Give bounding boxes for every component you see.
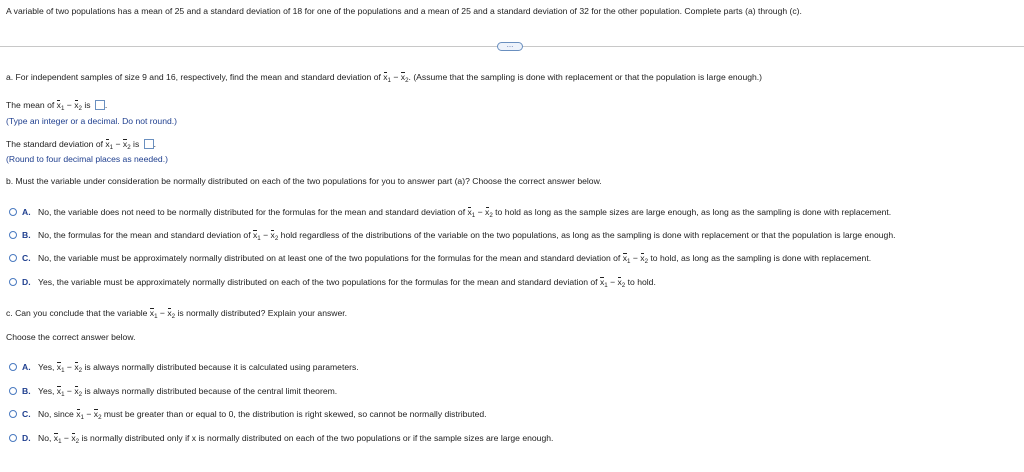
option-letter: B.	[22, 230, 31, 240]
radio-button[interactable]	[9, 363, 17, 371]
xbar-difference: $x_1 - x_2$	[383, 72, 409, 84]
xbar-difference: $x_1 - x_2$	[467, 207, 493, 219]
sd-answer-line	[6, 139, 156, 149]
part-a-suffix: . (Assume that the sampling is done with replacement or that the population is large enough.)	[408, 72, 763, 82]
option-letter: C.	[22, 253, 31, 263]
option-text-post: to hold as long as the sample sizes are large enough, as long as the sampling is done with replacement.	[492, 207, 892, 217]
option-text	[38, 230, 896, 240]
option-text-post: must be greater than or equal to 0, the distribution is right skewed, so cannot be normally distributed.	[101, 409, 487, 419]
problem-statement: A variable of two populations has a mean of 25 and a standard deviation of 18 for one of the populations and a mean of 25 and a standard deviation of 32 for the other population. Complete parts (a) through (c).	[6, 6, 802, 16]
part-c-instruction: Choose the correct answer below.	[6, 332, 136, 342]
option-letter: D.	[22, 433, 31, 443]
is-label: is	[130, 139, 142, 149]
option-text	[38, 362, 359, 372]
option-letter: D.	[22, 277, 31, 287]
radio-button[interactable]	[9, 208, 17, 216]
part-c-question	[6, 308, 347, 318]
option-text-post: is normally distributed only if x is normally distributed on each of the two populations or if the sample sizes are large enough.	[79, 433, 554, 443]
option-text-pre: Yes,	[38, 362, 57, 372]
option-letter: B.	[22, 386, 31, 396]
xbar-difference: $x_1 - x_2$	[252, 230, 279, 242]
option-text-pre: No, the variable must be approximately normally distributed on at least one of the two populations for the formulas for the mean and standard deviation of	[38, 253, 623, 263]
option-text-post: to hold, as long as the sampling is done with replacement.	[648, 253, 872, 263]
mean-answer-input[interactable]	[95, 100, 108, 110]
radio-button[interactable]	[9, 410, 17, 418]
sd-prefix: The standard deviation of	[6, 139, 106, 149]
xbar-difference: $x_1 - x_2$	[53, 433, 80, 445]
option-text-pre: No, the formulas for the mean and standard deviation of	[38, 230, 253, 240]
option-text-pre: No,	[38, 433, 54, 443]
option-text-pre: Yes,	[38, 386, 57, 396]
part-b-question: b. Must the variable under consideration be normally distributed on each of the two populations for you to answer part (a)? Choose the correct answer below.	[6, 176, 602, 186]
sd-answer-input[interactable]	[144, 139, 157, 149]
part-c-suffix: is normally distributed? Explain your answer.	[175, 308, 348, 318]
mean-prefix: The mean of	[6, 100, 57, 110]
mean-answer-line	[6, 100, 107, 110]
xbar-difference: $x_1 - x_2$	[149, 308, 176, 320]
option-text-pre: Yes, the variable must be approximately normally distributed on each of the two populations for the formulas for the mean and standard deviation of	[38, 277, 600, 287]
sd-hint: (Round to four decimal places as needed.)	[6, 154, 168, 164]
radio-button[interactable]	[9, 278, 17, 286]
option-letter: A.	[22, 362, 31, 372]
option-text	[38, 253, 871, 263]
xbar-difference: $x_1 - x_2$	[105, 139, 131, 151]
period: .	[104, 100, 108, 110]
xbar-difference: $x_1 - x_2$	[56, 362, 83, 374]
xbar-difference: $x_1 - x_2$	[622, 253, 649, 265]
option-text-post: hold regardless of the distributions of the variable on the two populations, as long as the sampling is done with replacement or that the population is large enough.	[278, 230, 896, 240]
radio-button[interactable]	[9, 231, 17, 239]
option-text	[38, 433, 553, 443]
option-text-post: is always normally distributed because it is calculated using parameters.	[82, 362, 359, 372]
radio-button[interactable]	[9, 254, 17, 262]
option-text	[38, 277, 656, 287]
xbar-difference: $x_1 - x_2$	[56, 386, 83, 398]
option-text-post: to hold.	[625, 277, 656, 287]
option-text	[38, 409, 487, 419]
radio-button[interactable]	[9, 387, 17, 395]
part-c-prefix: c. Can you conclude that the variable	[6, 308, 150, 318]
mean-hint: (Type an integer or a decimal. Do not round.)	[6, 116, 178, 126]
period: .	[153, 139, 157, 149]
xbar-difference: $x_1 - x_2$	[76, 409, 102, 421]
option-text-pre: No, since	[38, 409, 77, 419]
option-text	[38, 386, 337, 396]
option-letter: C.	[22, 409, 31, 419]
option-letter: A.	[22, 207, 31, 217]
is-label: is	[81, 100, 93, 110]
option-text-post: is always normally distributed because of the central limit theorem.	[82, 386, 338, 396]
option-text	[38, 207, 891, 217]
option-text-pre: No, the variable does not need to be normally distributed for the formulas for the mean and standard deviation of	[38, 207, 468, 217]
expand-more-button[interactable]: …	[497, 42, 523, 51]
xbar-difference: $x_1 - x_2$	[599, 277, 626, 289]
part-a-prefix: a. For independent samples of size 9 and 16, respectively, find the mean and standard deviation of	[6, 72, 384, 82]
radio-button[interactable]	[9, 434, 17, 442]
part-a-question	[6, 72, 762, 82]
xbar-difference: $x_1 - x_2$	[56, 100, 82, 112]
